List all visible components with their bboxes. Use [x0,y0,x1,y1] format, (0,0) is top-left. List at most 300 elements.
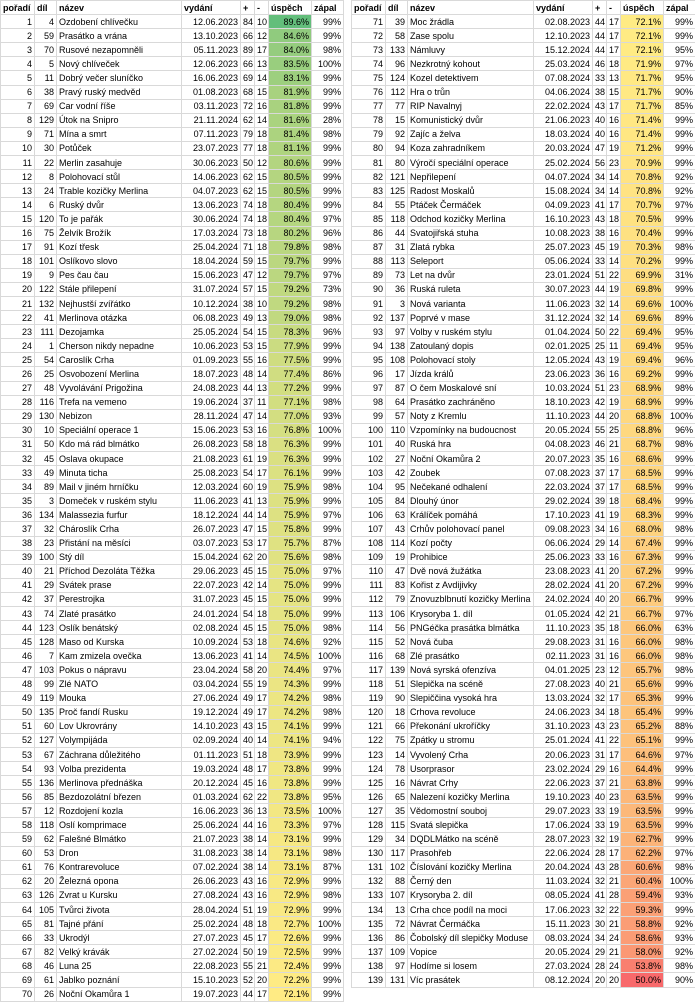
cell-uspech[interactable]: 77.2% [269,381,312,395]
table-row[interactable] [1,691,344,705]
cell-poradi[interactable]: 81 [352,156,386,170]
cell-plus[interactable]: 29 [593,945,607,959]
cell-dil[interactable]: 130 [35,409,57,423]
cell-minus[interactable]: 14 [607,311,621,325]
cell-poradi[interactable]: 40 [1,564,35,578]
cell-zapal[interactable]: 99% [312,903,344,917]
cell-vydani[interactable]: 18.12.2024 [182,508,241,522]
cell-uspech[interactable]: 68.3% [621,508,664,522]
cell-zapal[interactable]: 99% [664,790,695,804]
cell-minus[interactable]: 18 [255,437,269,451]
cell-poradi[interactable]: 17 [1,240,35,254]
table-row[interactable] [352,959,695,973]
cell-poradi[interactable]: 104 [352,480,386,494]
cell-vydani[interactable]: 18.10.2023 [534,395,593,409]
cell-vydani[interactable]: 13.06.2023 [182,649,241,663]
cell-nazev[interactable]: Osvobození Merlina [57,367,182,381]
cell-nazev[interactable]: Ptáček Čermáček [408,198,534,212]
cell-uspech[interactable]: 66.0% [621,649,664,663]
cell-minus[interactable]: 10 [255,296,269,310]
cell-poradi[interactable]: 33 [1,466,35,480]
cell-dil[interactable]: 86 [386,931,408,945]
cell-poradi[interactable]: 9 [1,127,35,141]
cell-zapal[interactable]: 73% [312,282,344,296]
cell-uspech[interactable]: 83.5% [269,57,312,71]
cell-vydani[interactable]: 22.02.2024 [534,99,593,113]
table-row[interactable] [1,15,344,29]
cell-uspech[interactable]: 69.8% [621,282,664,296]
cell-minus[interactable]: 10 [255,15,269,29]
cell-nazev[interactable]: Lov Ukrovrány [57,719,182,733]
cell-zapal[interactable]: 99% [664,254,695,268]
cell-plus[interactable]: 48 [241,367,255,381]
cell-uspech[interactable]: 75.0% [269,592,312,606]
cell-poradi[interactable]: 105 [352,494,386,508]
cell-vydani[interactable]: 01.08.2023 [182,85,241,99]
cell-dil[interactable]: 10 [35,423,57,437]
cell-plus[interactable]: 32 [593,874,607,888]
table-row[interactable] [352,691,695,705]
cell-uspech[interactable]: 79.0% [269,311,312,325]
cell-poradi[interactable]: 32 [1,452,35,466]
cell-poradi[interactable]: 110 [352,564,386,578]
cell-dil[interactable]: 95 [386,480,408,494]
table-row[interactable] [1,480,344,494]
cell-poradi[interactable]: 60 [1,846,35,860]
cell-dil[interactable]: 92 [386,127,408,141]
cell-plus[interactable]: 31 [593,649,607,663]
table-row[interactable] [1,917,344,931]
cell-dil[interactable]: 77 [386,99,408,113]
cell-uspech[interactable]: 81.1% [269,141,312,155]
cell-minus[interactable]: 16 [607,522,621,536]
table-row[interactable] [1,325,344,339]
cell-minus[interactable]: 17 [255,466,269,480]
cell-plus[interactable]: 38 [593,85,607,99]
cell-minus[interactable]: 14 [255,113,269,127]
cell-minus[interactable]: 17 [255,762,269,776]
cell-uspech[interactable]: 76.1% [269,466,312,480]
table-row[interactable] [1,860,344,874]
table-row[interactable] [352,621,695,635]
cell-zapal[interactable]: 93% [664,888,695,902]
cell-uspech[interactable]: 68.4% [621,494,664,508]
cell-plus[interactable]: 41 [241,649,255,663]
cell-zapal[interactable]: 100% [664,409,695,423]
cell-vydani[interactable]: 19.12.2024 [182,705,241,719]
cell-plus[interactable]: 41 [593,733,607,747]
cell-dil[interactable]: 135 [35,705,57,719]
cell-plus[interactable]: 37 [593,776,607,790]
cell-zapal[interactable]: 98% [312,888,344,902]
table-row[interactable] [352,43,695,57]
cell-vydani[interactable]: 08.12.2024 [534,973,593,987]
cell-nazev[interactable]: Kozí třesk [57,240,182,254]
table-row[interactable] [1,776,344,790]
cell-zapal[interactable]: 98% [312,296,344,310]
cell-dil[interactable]: 26 [35,987,57,1001]
cell-vydani[interactable]: 16.06.2023 [182,71,241,85]
cell-poradi[interactable]: 122 [352,733,386,747]
cell-dil[interactable]: 79 [386,592,408,606]
cell-dil[interactable]: 109 [386,945,408,959]
cell-nazev[interactable]: Nová čuba [408,635,534,649]
cell-dil[interactable]: 8 [35,170,57,184]
cell-vydani[interactable]: 23.08.2023 [534,564,593,578]
cell-poradi[interactable]: 80 [352,141,386,155]
cell-nazev[interactable]: Usorprasor [408,762,534,776]
cell-minus[interactable]: 23 [607,381,621,395]
cell-zapal[interactable]: 87% [312,860,344,874]
cell-vydani[interactable]: 25.07.2023 [534,240,593,254]
cell-dil[interactable]: 61 [35,973,57,987]
cell-nazev[interactable]: Pravý ruský medvěd [57,85,182,99]
cell-plus[interactable]: 34 [593,705,607,719]
cell-minus[interactable]: 18 [607,621,621,635]
cell-minus[interactable]: 19 [255,945,269,959]
cell-nazev[interactable]: Zpátky u stromu [408,733,534,747]
cell-plus[interactable]: 32 [593,691,607,705]
cell-zapal[interactable]: 98% [312,395,344,409]
cell-nazev[interactable]: Bezdozolátní březen [57,790,182,804]
cell-nazev[interactable]: Crhova revoluce [408,705,534,719]
cell-poradi[interactable]: 30 [1,423,35,437]
table-row[interactable] [1,184,344,198]
cell-dil[interactable]: 55 [386,198,408,212]
cell-nazev[interactable]: O čem Moskalové sní [408,381,534,395]
col-header-nazev[interactable]: název [408,1,534,15]
cell-uspech[interactable]: 79.2% [269,282,312,296]
cell-dil[interactable]: 30 [35,141,57,155]
table-row[interactable] [352,282,695,296]
cell-dil[interactable]: 68 [386,649,408,663]
cell-zapal[interactable]: 96% [664,353,695,367]
cell-plus[interactable]: 47 [241,268,255,282]
table-row[interactable] [352,325,695,339]
cell-zapal[interactable]: 94% [312,733,344,747]
cell-dil[interactable]: 32 [35,522,57,536]
cell-minus[interactable]: 19 [607,141,621,155]
cell-plus[interactable]: 41 [241,494,255,508]
table-row[interactable] [352,790,695,804]
cell-minus[interactable]: 17 [255,43,269,57]
cell-minus[interactable]: 14 [607,254,621,268]
cell-nazev[interactable]: Noční Okamůra 2 [408,452,534,466]
cell-zapal[interactable]: 99% [312,578,344,592]
cell-plus[interactable]: 38 [241,296,255,310]
table-row[interactable] [352,917,695,931]
cell-poradi[interactable]: 86 [352,226,386,240]
cell-dil[interactable]: 50 [35,437,57,451]
table-row[interactable] [352,29,695,43]
table-row[interactable] [1,747,344,761]
cell-vydani[interactable]: 23.04.2024 [182,663,241,677]
cell-uspech[interactable]: 75.0% [269,621,312,635]
cell-vydani[interactable]: 20.07.2023 [534,452,593,466]
cell-vydani[interactable]: 19.07.2023 [182,987,241,1001]
cell-nazev[interactable]: Merlin zasahuje [57,156,182,170]
cell-minus[interactable]: 16 [255,776,269,790]
cell-zapal[interactable]: 95% [664,325,695,339]
cell-minus[interactable]: 15 [255,85,269,99]
cell-dil[interactable]: 84 [386,494,408,508]
cell-plus[interactable]: 32 [593,311,607,325]
cell-dil[interactable]: 127 [35,733,57,747]
cell-plus[interactable]: 29 [593,762,607,776]
table-row[interactable] [352,663,695,677]
cell-minus[interactable]: 21 [607,917,621,931]
cell-minus[interactable]: 16 [255,818,269,832]
table-row[interactable] [1,903,344,917]
cell-plus[interactable]: 40 [593,127,607,141]
cell-dil[interactable]: 108 [386,353,408,367]
cell-nazev[interactable]: RIP Navalnyj [408,99,534,113]
cell-nazev[interactable]: Hodíme si losem [408,959,534,973]
cell-poradi[interactable]: 16 [1,226,35,240]
cell-vydani[interactable]: 18.04.2024 [182,254,241,268]
cell-poradi[interactable]: 114 [352,621,386,635]
cell-uspech[interactable]: 81.8% [269,99,312,113]
cell-uspech[interactable]: 71.7% [621,71,664,85]
cell-nazev[interactable]: Komunistický dvůr [408,113,534,127]
cell-dil[interactable]: 56 [386,621,408,635]
cell-poradi[interactable]: 128 [352,818,386,832]
cell-vydani[interactable]: 12.05.2024 [534,353,593,367]
cell-zapal[interactable]: 99% [312,381,344,395]
cell-nazev[interactable]: Ruská ruleta [408,282,534,296]
cell-minus[interactable]: 20 [607,578,621,592]
col-header-uspech[interactable]: úspěch [621,1,664,15]
cell-dil[interactable]: 5 [35,57,57,71]
cell-dil[interactable]: 25 [35,367,57,381]
cell-uspech[interactable]: 69.4% [621,353,664,367]
cell-vydani[interactable]: 24.06.2023 [534,705,593,719]
cell-nazev[interactable]: Ruská hra [408,437,534,451]
cell-uspech[interactable]: 74.5% [269,649,312,663]
cell-uspech[interactable]: 73.3% [269,818,312,832]
cell-uspech[interactable]: 68.5% [621,466,664,480]
cell-poradi[interactable]: 71 [352,15,386,29]
cell-vydani[interactable]: 10.09.2024 [182,635,241,649]
cell-nazev[interactable]: Dvě nová žužátka [408,564,534,578]
cell-minus[interactable]: 19 [607,508,621,522]
table-row[interactable] [1,423,344,437]
cell-dil[interactable]: 67 [35,747,57,761]
cell-poradi[interactable]: 139 [352,973,386,987]
cell-uspech[interactable]: 73.9% [269,747,312,761]
cell-poradi[interactable]: 58 [1,818,35,832]
cell-poradi[interactable]: 118 [352,677,386,691]
table-row[interactable] [1,57,344,71]
cell-dil[interactable]: 107 [386,888,408,902]
cell-nazev[interactable]: Odchod kozičky Merlina [408,212,534,226]
cell-uspech[interactable]: 58.6% [621,931,664,945]
cell-plus[interactable]: 62 [241,170,255,184]
table-row[interactable] [352,127,695,141]
cell-minus[interactable]: 22 [607,733,621,747]
cell-minus[interactable]: 23 [607,719,621,733]
table-row[interactable] [1,226,344,240]
cell-nazev[interactable]: Dlouhý únor [408,494,534,508]
table-row[interactable] [352,607,695,621]
cell-plus[interactable]: 38 [241,860,255,874]
cell-zapal[interactable]: 98% [664,649,695,663]
table-row[interactable] [1,99,344,113]
cell-dil[interactable]: 47 [386,564,408,578]
cell-minus[interactable]: 28 [607,860,621,874]
table-row[interactable] [352,874,695,888]
cell-dil[interactable]: 134 [35,508,57,522]
cell-zapal[interactable]: 97% [664,846,695,860]
cell-plus[interactable]: 42 [593,607,607,621]
cell-plus[interactable]: 53 [241,635,255,649]
cell-plus[interactable]: 48 [241,917,255,931]
cell-dil[interactable]: 129 [35,113,57,127]
cell-uspech[interactable]: 72.2% [269,973,312,987]
cell-dil[interactable]: 103 [35,663,57,677]
cell-zapal[interactable]: 99% [664,466,695,480]
cell-dil[interactable]: 46 [35,959,57,973]
cell-poradi[interactable]: 31 [1,437,35,451]
cell-vydani[interactable]: 01.04.2024 [534,325,593,339]
cell-poradi[interactable]: 59 [1,832,35,846]
cell-dil[interactable]: 119 [35,691,57,705]
cell-dil[interactable]: 57 [386,409,408,423]
cell-minus[interactable]: 13 [255,804,269,818]
cell-poradi[interactable]: 123 [352,747,386,761]
cell-vydani[interactable]: 30.07.2023 [534,282,593,296]
cell-zapal[interactable]: 99% [312,339,344,353]
cell-uspech[interactable]: 59.4% [621,888,664,902]
cell-plus[interactable]: 29 [593,536,607,550]
cell-uspech[interactable]: 69.2% [621,367,664,381]
cell-minus[interactable]: 19 [255,677,269,691]
cell-zapal[interactable]: 99% [664,550,695,564]
cell-zapal[interactable]: 99% [312,170,344,184]
cell-minus[interactable]: 23 [607,790,621,804]
cell-zapal[interactable]: 99% [664,141,695,155]
cell-zapal[interactable]: 99% [312,452,344,466]
cell-vydani[interactable]: 26.06.2023 [182,874,241,888]
cell-vydani[interactable]: 31.07.2024 [182,282,241,296]
cell-zapal[interactable]: 99% [664,127,695,141]
cell-dil[interactable]: 12 [35,804,57,818]
cell-minus[interactable]: 19 [607,282,621,296]
cell-plus[interactable]: 40 [593,790,607,804]
cell-nazev[interactable]: Zajíc a želva [408,127,534,141]
table-row[interactable] [352,719,695,733]
cell-vydani[interactable]: 31.10.2023 [534,719,593,733]
cell-dil[interactable]: 81 [35,917,57,931]
cell-dil[interactable]: 99 [35,677,57,691]
cell-vydani[interactable]: 11.03.2024 [534,874,593,888]
cell-uspech[interactable]: 71.9% [621,57,664,71]
cell-dil[interactable]: 63 [386,508,408,522]
cell-vydani[interactable]: 03.11.2023 [182,99,241,113]
cell-poradi[interactable]: 76 [352,85,386,99]
cell-plus[interactable]: 51 [241,903,255,917]
cell-minus[interactable]: 15 [255,325,269,339]
cell-minus[interactable]: 19 [607,832,621,846]
cell-dil[interactable]: 37 [35,592,57,606]
cell-plus[interactable]: 43 [241,874,255,888]
cell-minus[interactable]: 16 [255,99,269,113]
cell-nazev[interactable]: Dobrý večer sluníčko [57,71,182,85]
cell-minus[interactable]: 17 [255,691,269,705]
cell-nazev[interactable]: Zlaté prasátko [57,607,182,621]
cell-uspech[interactable]: 72.1% [621,15,664,29]
cell-zapal[interactable]: 99% [664,832,695,846]
cell-minus[interactable]: 16 [255,874,269,888]
cell-dil[interactable]: 91 [35,240,57,254]
table-row[interactable] [352,578,695,592]
cell-poradi[interactable]: 8 [1,113,35,127]
cell-zapal[interactable]: 99% [312,141,344,155]
table-row[interactable] [352,57,695,71]
cell-dil[interactable]: 102 [386,860,408,874]
cell-zapal[interactable]: 98% [312,621,344,635]
cell-vydani[interactable]: 20.12.2024 [182,776,241,790]
cell-vydani[interactable]: 10.03.2024 [534,381,593,395]
cell-poradi[interactable]: 102 [352,452,386,466]
cell-zapal[interactable]: 98% [312,43,344,57]
table-row[interactable] [352,212,695,226]
cell-vydani[interactable]: 23.02.2024 [534,762,593,776]
col-header-plus[interactable]: + [593,1,607,15]
cell-uspech[interactable]: 71.7% [621,85,664,99]
cell-plus[interactable]: 33 [593,254,607,268]
cell-uspech[interactable]: 65.7% [621,663,664,677]
cell-uspech[interactable]: 62.7% [621,832,664,846]
cell-plus[interactable]: 54 [241,325,255,339]
cell-nazev[interactable]: Rusové nezapomněli [57,43,182,57]
cell-uspech[interactable]: 68.6% [621,452,664,466]
cell-nazev[interactable]: Domeček v ruském stylu [57,494,182,508]
cell-poradi[interactable]: 137 [352,945,386,959]
cell-minus[interactable]: 12 [255,29,269,43]
cell-dil[interactable]: 75 [386,733,408,747]
cell-dil[interactable]: 90 [386,691,408,705]
cell-minus[interactable]: 14 [255,409,269,423]
table-row[interactable] [352,156,695,170]
cell-vydani[interactable]: 27.02.2024 [182,945,241,959]
cell-plus[interactable]: 84 [241,15,255,29]
cell-plus[interactable]: 44 [593,15,607,29]
cell-minus[interactable]: 21 [607,874,621,888]
table-row[interactable] [352,170,695,184]
cell-uspech[interactable]: 67.2% [621,564,664,578]
cell-vydani[interactable]: 01.11.2023 [182,747,241,761]
col-header-dil[interactable]: díl [35,1,57,15]
cell-vydani[interactable]: 15.06.2023 [182,423,241,437]
cell-minus[interactable]: 18 [255,607,269,621]
cell-dil[interactable]: 41 [35,311,57,325]
cell-nazev[interactable]: Perestrojka [57,592,182,606]
cell-uspech[interactable]: 73.5% [269,804,312,818]
cell-plus[interactable]: 57 [241,282,255,296]
cell-vydani[interactable]: 17.03.2024 [182,226,241,240]
cell-minus[interactable]: 17 [255,536,269,550]
table-row[interactable] [352,85,695,99]
cell-poradi[interactable]: 13 [1,184,35,198]
cell-dil[interactable]: 138 [386,339,408,353]
col-header-uspech[interactable]: úspěch [269,1,312,15]
cell-uspech[interactable]: 79.7% [269,254,312,268]
cell-minus[interactable]: 16 [607,635,621,649]
cell-zapal[interactable]: 100% [312,57,344,71]
table-row[interactable] [1,705,344,719]
cell-vydani[interactable]: 08.03.2024 [534,931,593,945]
